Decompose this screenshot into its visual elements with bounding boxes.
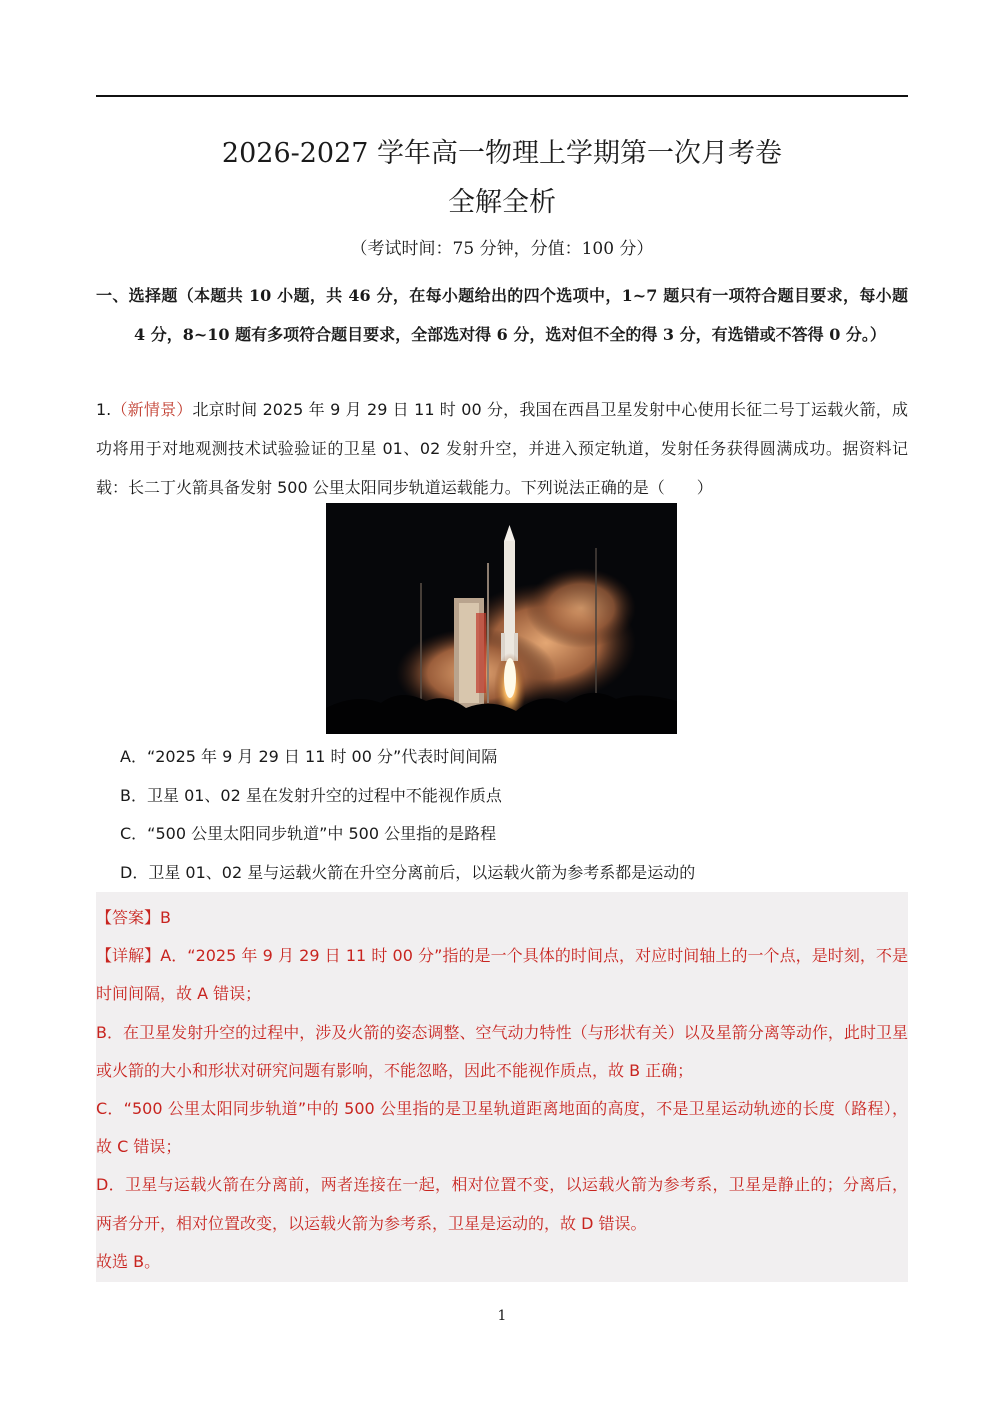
section-heading: 一、选择题（本题共 10 小题，共 46 分，在每小题给出的四个选项中，1~7 题只有一项符合题目要求，每小题 4 分，8~10 题有多项符合题目要求，全部选对得 6 分，选对但不全的得 3 分，有选错或不答得 0 分。） — [96, 286, 908, 344]
rocket-launch-photo — [326, 503, 677, 734]
option-c: C．“500 公里太阳同步轨道”中 500 公里指的是路程 — [120, 824, 497, 843]
option-b: B．卫星 01、02 星在发射升空的过程中不能视作质点 — [120, 786, 502, 805]
question-text: 北京时间 2025 年 9 月 29 日 11 时 00 分，我国在西昌卫星发射中心使用长征二号丁运载火箭，成功将用于对地观测技术试验验证的卫星 01、02 发射升空，并进入预定轨道，发射任务获得圆满成功。据资料记载：长二丁火箭具备发射 500 公里太阳同步轨道运载能力。下列说法正确的是（ ） — [96, 400, 908, 497]
answer-content — [96, 899, 908, 1281]
option-d: D．卫星 01、02 星与运载火箭在升空分离前后，以运载火箭为参考系都是运动的 — [120, 863, 696, 882]
detail-d: D．卫星与运载火箭在分离前，两者连接在一起，相对位置不变，以运载火箭为参考系，卫星是静止的；分离后，两者分开，相对位置改变，以运载火箭为参考系，卫星是运动的，故 D 错误。 — [96, 1175, 908, 1233]
detail-b: B．在卫星发射升空的过程中，涉及火箭的姿态调整、空气动力特性（与形状有关）以及星箭分离等动作，此时卫星或火箭的大小和形状对研究问题有影响，不能忽略，因此不能视作质点，故 B 正确； — [96, 1022, 908, 1080]
detail-c: C．“500 公里太阳同步轨道”中的 500 公里指的是卫星轨道距离地面的高度，不是卫星运动轨迹的长度（路程），故 C 错误； — [96, 1099, 908, 1157]
page-title: 2026-2027 学年高一物理上学期第一次月考卷 — [221, 138, 783, 169]
question-number: 1. — [96, 400, 112, 419]
detail-conclusion: 故选 B。 — [96, 1251, 161, 1271]
detail-a: 【详解】A．“2025 年 9 月 29 日 11 时 00 分”指的是一个具体的时间点，对应时间轴上的一个点，是时刻，不是时间间隔，故 A 错误； — [96, 946, 908, 1004]
header-rule — [96, 95, 908, 97]
question-stem — [96, 390, 908, 507]
answer-line: 【答案】B — [96, 908, 171, 927]
page-subtitle: 全解全析 — [448, 187, 556, 218]
option-a: A．“2025 年 9 月 29 日 11 时 00 分”代表时间间隔 — [120, 747, 498, 766]
exam-info: （考试时间：75 分钟，分值：100 分） — [350, 239, 654, 259]
page-number: 1 — [497, 1308, 507, 1324]
question-tag: （新情景） — [111, 400, 193, 419]
